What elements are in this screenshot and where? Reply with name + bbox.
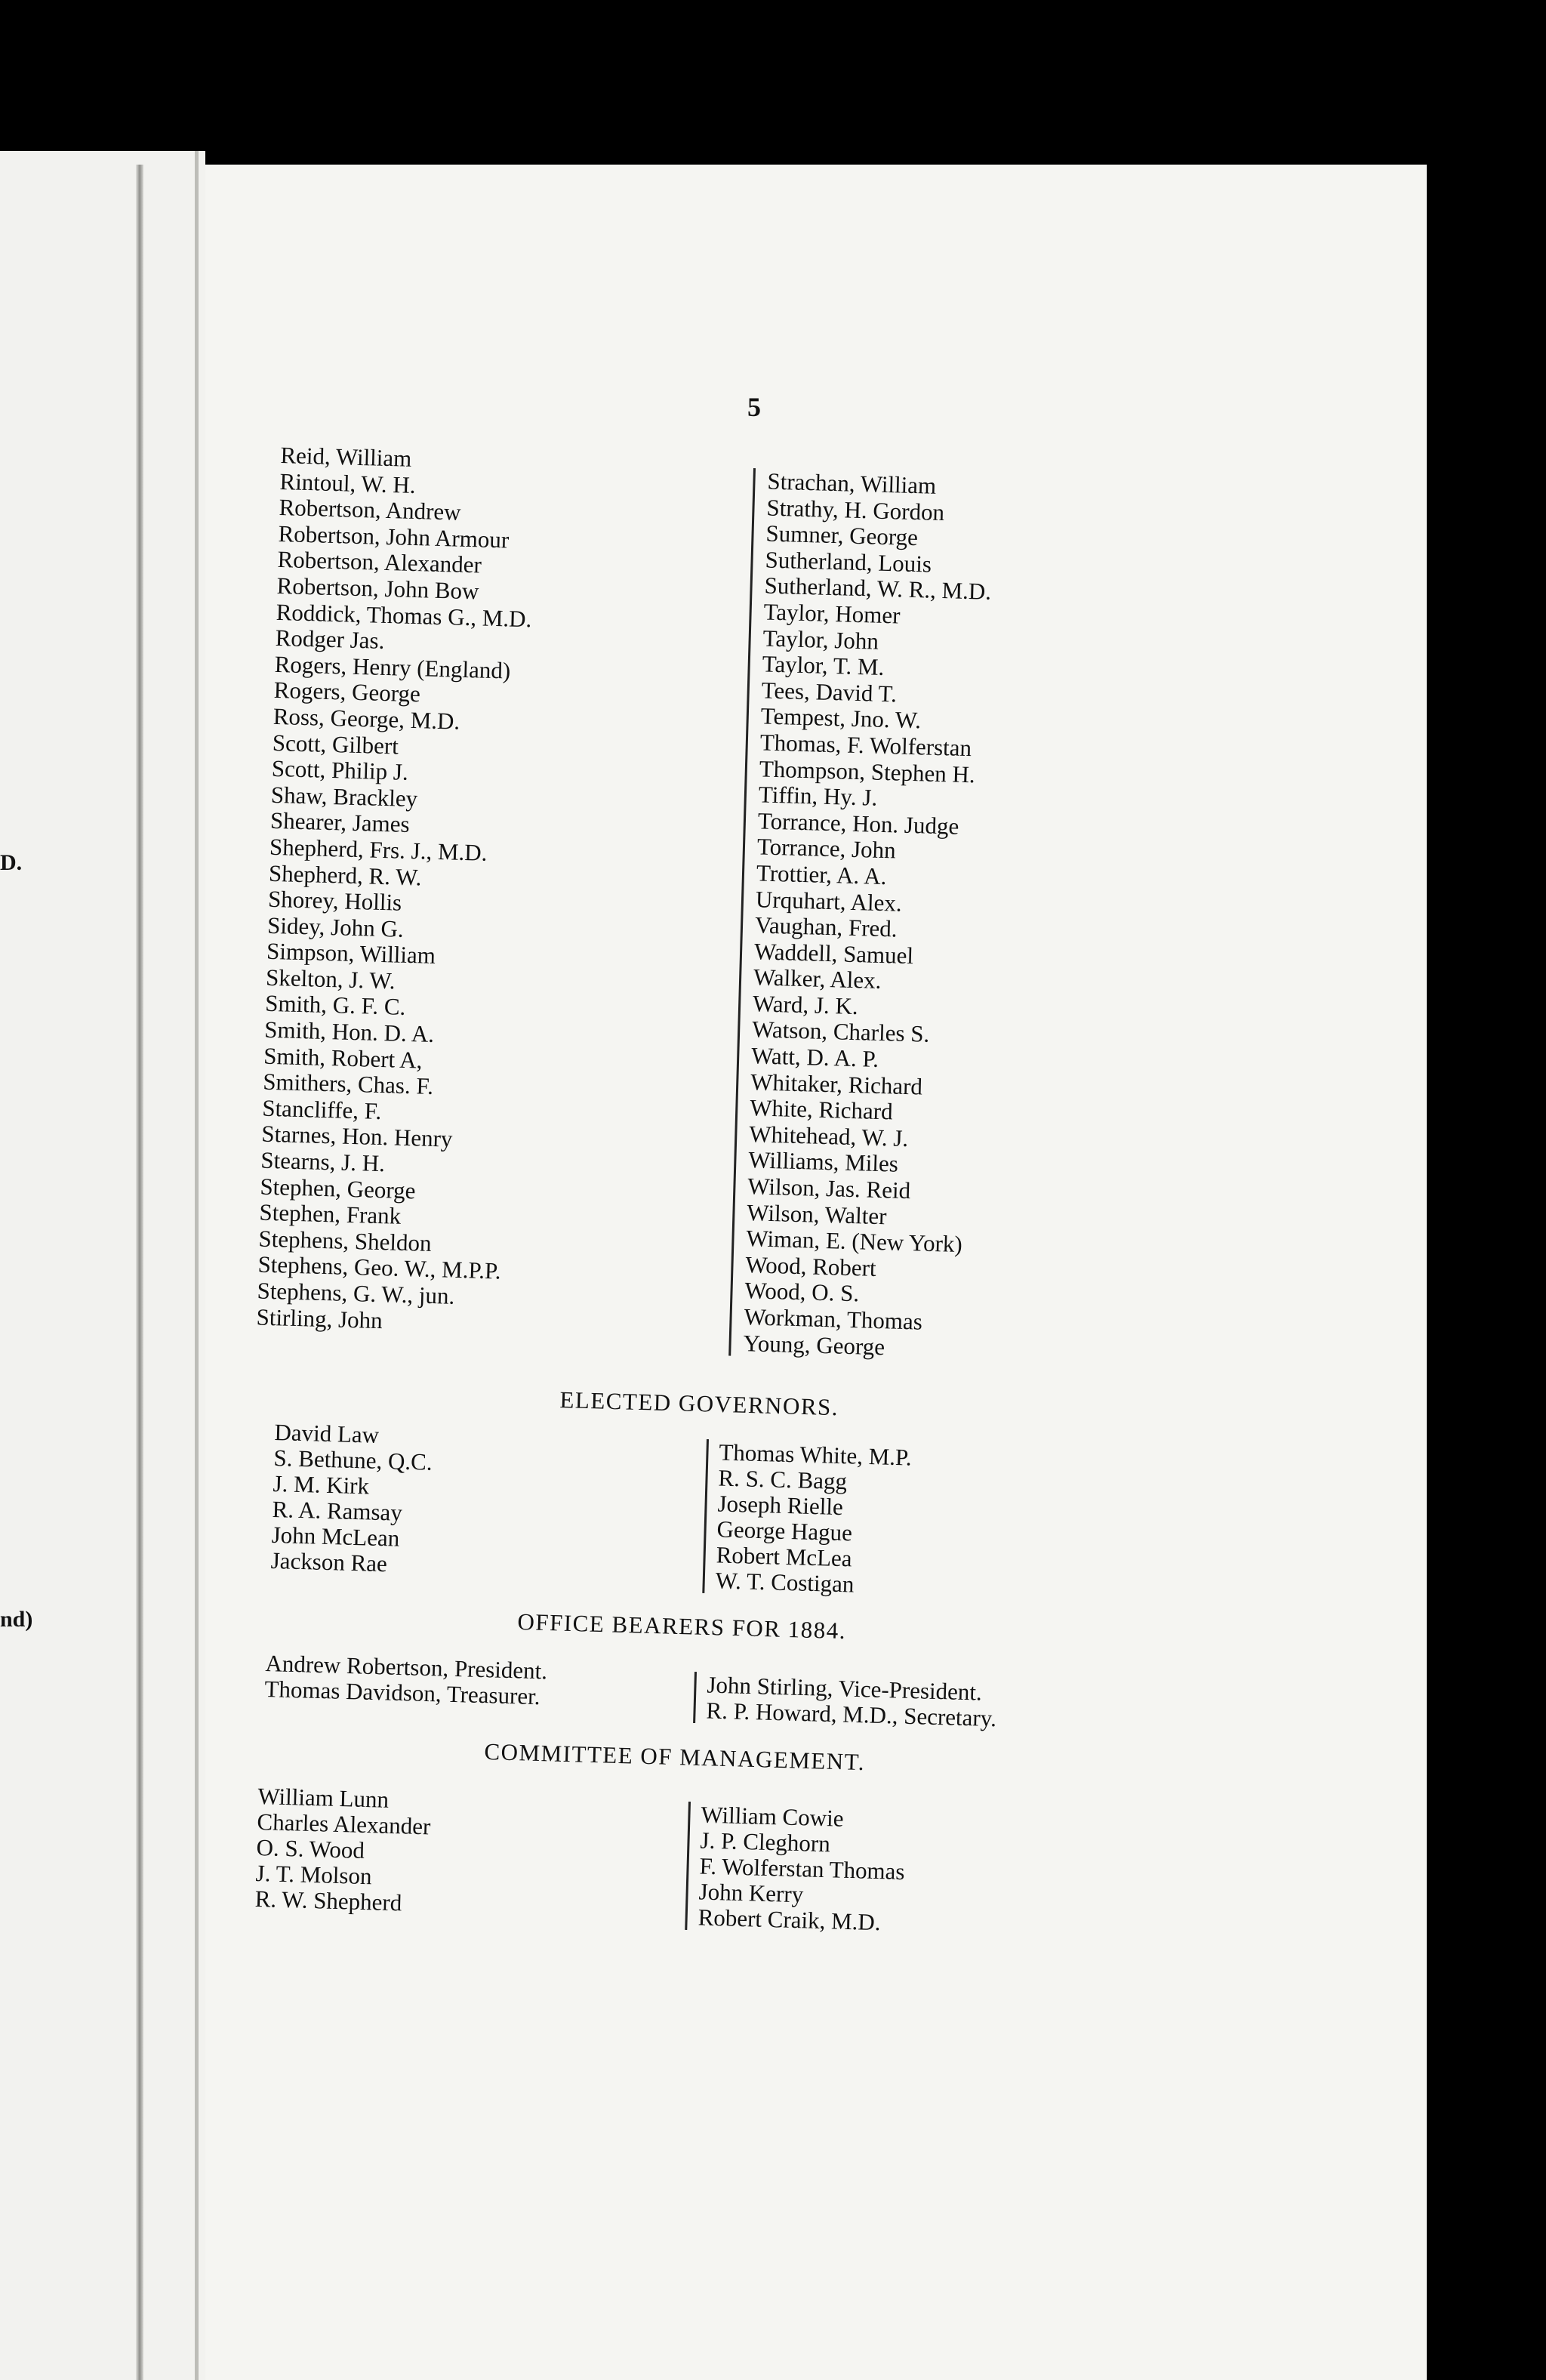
list-item: Wood, O. S. [744,1277,860,1307]
list-item: Torrance, Hon. Judge [757,807,959,840]
list-item: Tiffin, Hy. J. [758,781,878,811]
list-item: S. Bethune, Q.C. [273,1444,433,1475]
list-item: R. A. Ramsay [272,1495,403,1526]
list-item: Shaw, Brackley [270,781,418,812]
previous-page-edge [0,151,205,2380]
list-item: Taylor, John [762,624,879,655]
office-bearers-right [693,1672,997,1731]
list-item: Shearer, James [269,807,411,838]
list-item: David Law [274,1419,380,1448]
list-item: Taylor, Homer [763,598,901,629]
left-page-fragment: nd) [0,1607,33,1632]
list-item: Torrance, John [756,833,897,864]
left-page-fragment: D. [0,850,23,875]
elected-governors-heading: ELECTED GOVERNORS. [559,1386,839,1421]
list-item: Trottier, A. A. [756,859,887,890]
list-item: William Lunn [257,1783,390,1813]
list-item: Robertson, Alexander [277,546,482,578]
subscriber-list-left [256,442,536,1337]
list-item: Simpson, William [266,938,436,970]
list-item: Robertson, John Bow [276,572,479,605]
list-item: Ward, J. K. [752,990,859,1020]
list-item: Wilson, Walter [746,1198,887,1229]
list-item: R. W. Shepherd [254,1885,402,1916]
list-item: Rogers, Henry (England) [274,650,511,684]
elected-governors-left [270,1420,433,1578]
list-item: Thomas White, M.P. [719,1438,913,1471]
list-item: Whitehead, W. J. [748,1121,909,1151]
list-item: Rodger Jas. [275,624,385,655]
list-item: Smith, G. F. C. [264,990,406,1021]
list-item: Sumner, George [765,519,919,551]
list-item: Wilson, Jas. Reid [747,1173,911,1204]
list-item: Strathy, H. Gordon [766,494,945,526]
list-item: Smith, Robert A, [263,1042,423,1074]
list-item: R. P. Howard, M.D., Secretary. [706,1697,997,1732]
list-item: Stephens, Sheldon [258,1225,433,1256]
list-item: Robert McLea [716,1541,853,1572]
list-item: Watt, D. A. P. [750,1042,879,1072]
list-item: Thompson, Stephen H. [759,754,976,788]
list-item: Wiman, E. (New York) [746,1225,963,1258]
list-item: Watson, Charles S. [751,1016,930,1048]
list-item: Stephen, George [260,1173,416,1204]
list-item: Rintoul, W. H. [279,467,417,498]
list-item: Joseph Rielle [717,1490,844,1521]
list-item: R. S. C. Bagg [718,1464,848,1495]
list-item: John Kerry [698,1878,804,1908]
list-item: Reid, William [280,442,412,472]
committee-right [685,1802,907,1936]
list-item: W. T. Costigan [715,1567,855,1598]
list-item: Shorey, Hollis [267,885,402,916]
list-item: Roddick, Thomas G., M.D. [276,598,532,632]
list-item: Scott, Gilbert [272,729,399,760]
list-item: Strachan, William [767,467,937,499]
list-item: Jackson Rae [270,1546,388,1577]
committee-left [254,1783,432,1916]
list-item: Stephens, G. W., jun. [257,1277,455,1309]
list-item: J. P. Cleghorn [700,1827,831,1857]
list-item: Stirling, John [256,1303,383,1333]
list-item: John McLean [271,1521,400,1552]
list-item: Stearns, J. H. [260,1146,386,1177]
list-item: John Stirling, Vice-President. [707,1671,983,1706]
list-item: Shepherd, Frs. J., M.D. [269,833,488,866]
page-number: 5 [747,392,761,422]
office-bearers-heading: OFFICE BEARERS FOR 1884. [517,1608,847,1645]
subscriber-list-right [728,468,994,1363]
list-item: George Hague [716,1515,853,1546]
list-item: Robertson, Andrew [279,494,462,526]
list-item: Whitaker, Richard [750,1068,923,1100]
page-fold-edge [195,151,199,2380]
list-item: Robertson, John Armour [278,519,510,553]
list-item: Walker, Alex. [753,963,882,994]
list-item: Sidey, John G. [266,911,405,942]
list-item: Stephens, Geo. W., M.P.P. [257,1250,502,1284]
list-item: Sutherland, Louis [765,546,932,578]
list-item: Tempest, Jno. W. [760,702,922,734]
list-item: Vaughan, Fred. [754,911,898,942]
list-item: Smithers, Chas. F. [262,1068,434,1100]
list-item: Taylor, T. M. [762,650,885,681]
list-item: White, Richard [749,1094,894,1125]
list-item: Wood, Robert [745,1250,877,1281]
list-item: William Cowie [701,1801,844,1832]
list-item: Tees, David T. [761,677,898,708]
list-item: J. M. Kirk [273,1469,370,1500]
list-item: Ross, George, M.D. [273,702,460,735]
list-item: Robert Craik, M.D. [698,1904,882,1936]
list-item: J. T. Molson [255,1859,373,1890]
elected-governors-right [702,1439,912,1599]
list-item: F. Wolferstan Thomas [699,1852,906,1885]
list-item: Andrew Robertson, President. [265,1650,548,1685]
list-item: Stephen, Frank [259,1198,402,1230]
list-item: Rogers, George [273,677,421,708]
list-item: Thomas, F. Wolferstan [759,729,972,762]
list-item: Waddell, Samuel [753,937,914,969]
list-item: Skelton, J. W. [265,963,396,994]
list-item: Sutherland, W. R., M.D. [764,572,992,606]
list-item: Charles Alexander [257,1808,431,1840]
list-item: Stancliffe, F. [261,1094,382,1124]
list-item: Thomas Davidson, Treasurer. [264,1675,541,1710]
list-item: Workman, Thomas [744,1303,923,1335]
list-item: Shepherd, R. W. [268,859,422,890]
committee-heading: COMMITTEE OF MANAGEMENT. [484,1738,866,1776]
list-item: Smith, Hon. D. A. [263,1016,435,1048]
list-item: Scott, Philip J. [271,754,409,786]
list-item: Young, George [743,1329,885,1360]
list-item: Starnes, Hon. Henry [260,1121,453,1153]
page-gutter [136,165,143,2380]
list-item: Urquhart, Alex. [755,885,903,917]
office-bearers-left [264,1651,547,1709]
list-item: O. S. Wood [256,1833,365,1864]
list-item: Williams, Miles [747,1146,899,1178]
